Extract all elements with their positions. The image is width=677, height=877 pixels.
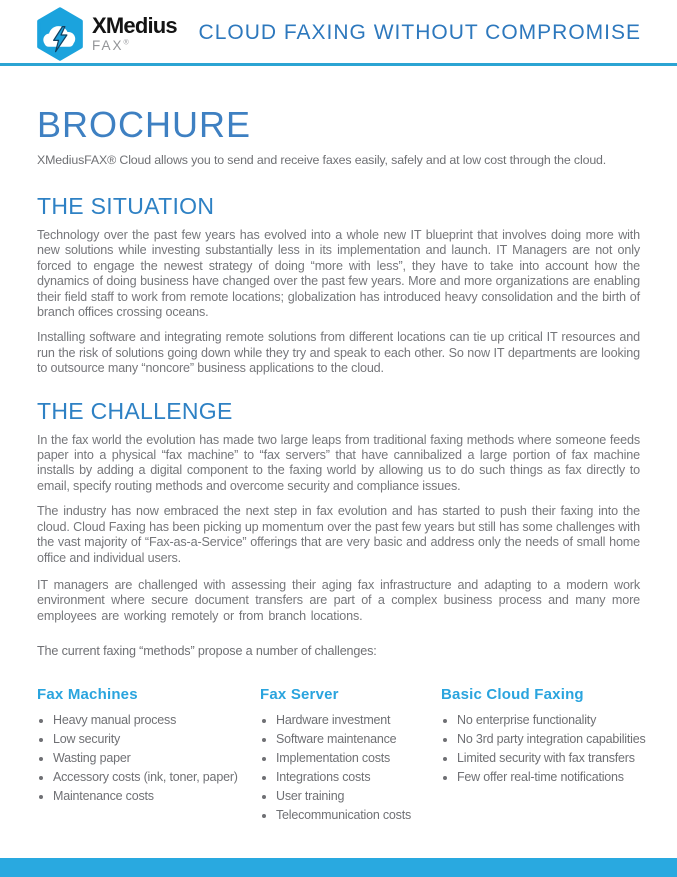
brand-sub-name: FAX® (92, 38, 129, 54)
column-heading-basic-cloud-faxing: Basic Cloud Faxing (441, 686, 584, 704)
brand-name: XMedius (92, 13, 177, 39)
xmedius-hexagon-cloud-bolt-icon (35, 7, 85, 61)
section-heading-challenge: THE CHALLENGE (37, 397, 233, 424)
list-item: • Wasting paper (53, 752, 260, 766)
list-item: • User training (276, 790, 441, 804)
list-item: • Accessory costs (ink, toner, paper) (53, 771, 260, 785)
challenge-paragraph: The industry has now embraced the next step in fax evolution and has started to push their faxing into the cloud. Cloud Faxing has been picking up momentum over the past few years but still has some challenges with the vast majority of “Fax-as-a-Service” offerings that are very basic and address only the needs of small home office and individual users. (37, 504, 640, 565)
header-tagline: CLOUD FAXING WITHOUT COMPROMISE (198, 21, 641, 44)
list-item: • Limited security with fax transfers (457, 752, 640, 766)
fax-server-list (260, 714, 441, 823)
challenge-paragraph: IT managers are challenged with assessing their aging fax infrastructure and adapting to a modern work environment where secure document transfers are part of a complex business process and many more employees are working remotely or from branch locations. (37, 577, 640, 623)
page-content (0, 105, 677, 828)
situation-paragraph: Technology over the past few years has evolved into a whole new IT blueprint that involves doing more with new solutions while investing substantially less in its implementation and launch. IT Managers are not only forced to engage the newest strategy of doing “more with less”, they have to take into account how the dynamics of doing business have changed over the past few years. More and more organizations are enabling their field staff to work from remote locations; globalization has introduced heavy consolidation and the birth of branch offices crossing oceans. (37, 228, 640, 320)
xmedius-logo (35, 7, 177, 61)
header-divider (0, 63, 677, 66)
list-item: • Telecommunication costs (276, 809, 441, 823)
column-fax-machines (37, 686, 260, 828)
footer-accent-bar (0, 858, 677, 877)
column-heading-fax-server: Fax Server (260, 686, 339, 704)
brand-text (92, 15, 177, 53)
challenges-lead-in: The current faxing “methods” propose a number of challenges: (37, 644, 377, 659)
list-item: • Integrations costs (276, 771, 441, 785)
challenges-columns (37, 686, 646, 828)
column-fax-server (260, 686, 441, 828)
list-item: • Few offer real-time notifications (457, 771, 640, 785)
list-item: • Low security (53, 733, 260, 747)
list-item: • No enterprise functionality (457, 714, 640, 728)
column-heading-fax-machines: Fax Machines (37, 686, 138, 704)
intro-text: XMediusFAX® Cloud allows you to send and receive faxes easily, safely and at low cost through the cloud. (37, 153, 607, 167)
list-item: • Software maintenance (276, 733, 441, 747)
situation-paragraph: Installing software and integrating remote solutions from different locations can tie up critical IT resources and run the risk of solutions going down while they try and speak to each other. So now IT departments are looking to outsource many “noncore” business applications to the cloud. (37, 330, 640, 376)
trademark-symbol: ® (123, 39, 129, 47)
list-item: • Implementation costs (276, 752, 441, 766)
basic-cloud-faxing-list (441, 713, 646, 785)
list-item: • Hardware investment (276, 714, 441, 728)
column-basic-cloud-faxing (441, 686, 646, 828)
challenge-paragraph: In the fax world the evolution has made two large leaps from traditional faxing methods where someone feeds paper into a physical “fax machine” to “fax servers” that have cannibalized a large portion of fax machine installs by adding a digital component to the faxing world by allowing us to do such things as fax directly to email, specify routing methods and overcome security and compliance issues. (37, 432, 640, 493)
list-item: • Heavy manual process (53, 714, 260, 728)
page-header (0, 0, 677, 63)
section-heading-situation: THE SITUATION (37, 193, 215, 219)
fax-machines-list (37, 714, 260, 804)
page-title: BROCHURE (37, 104, 252, 145)
list-item: • No 3rd party integration capabilities (457, 733, 640, 747)
list-item: • Maintenance costs (53, 790, 260, 804)
